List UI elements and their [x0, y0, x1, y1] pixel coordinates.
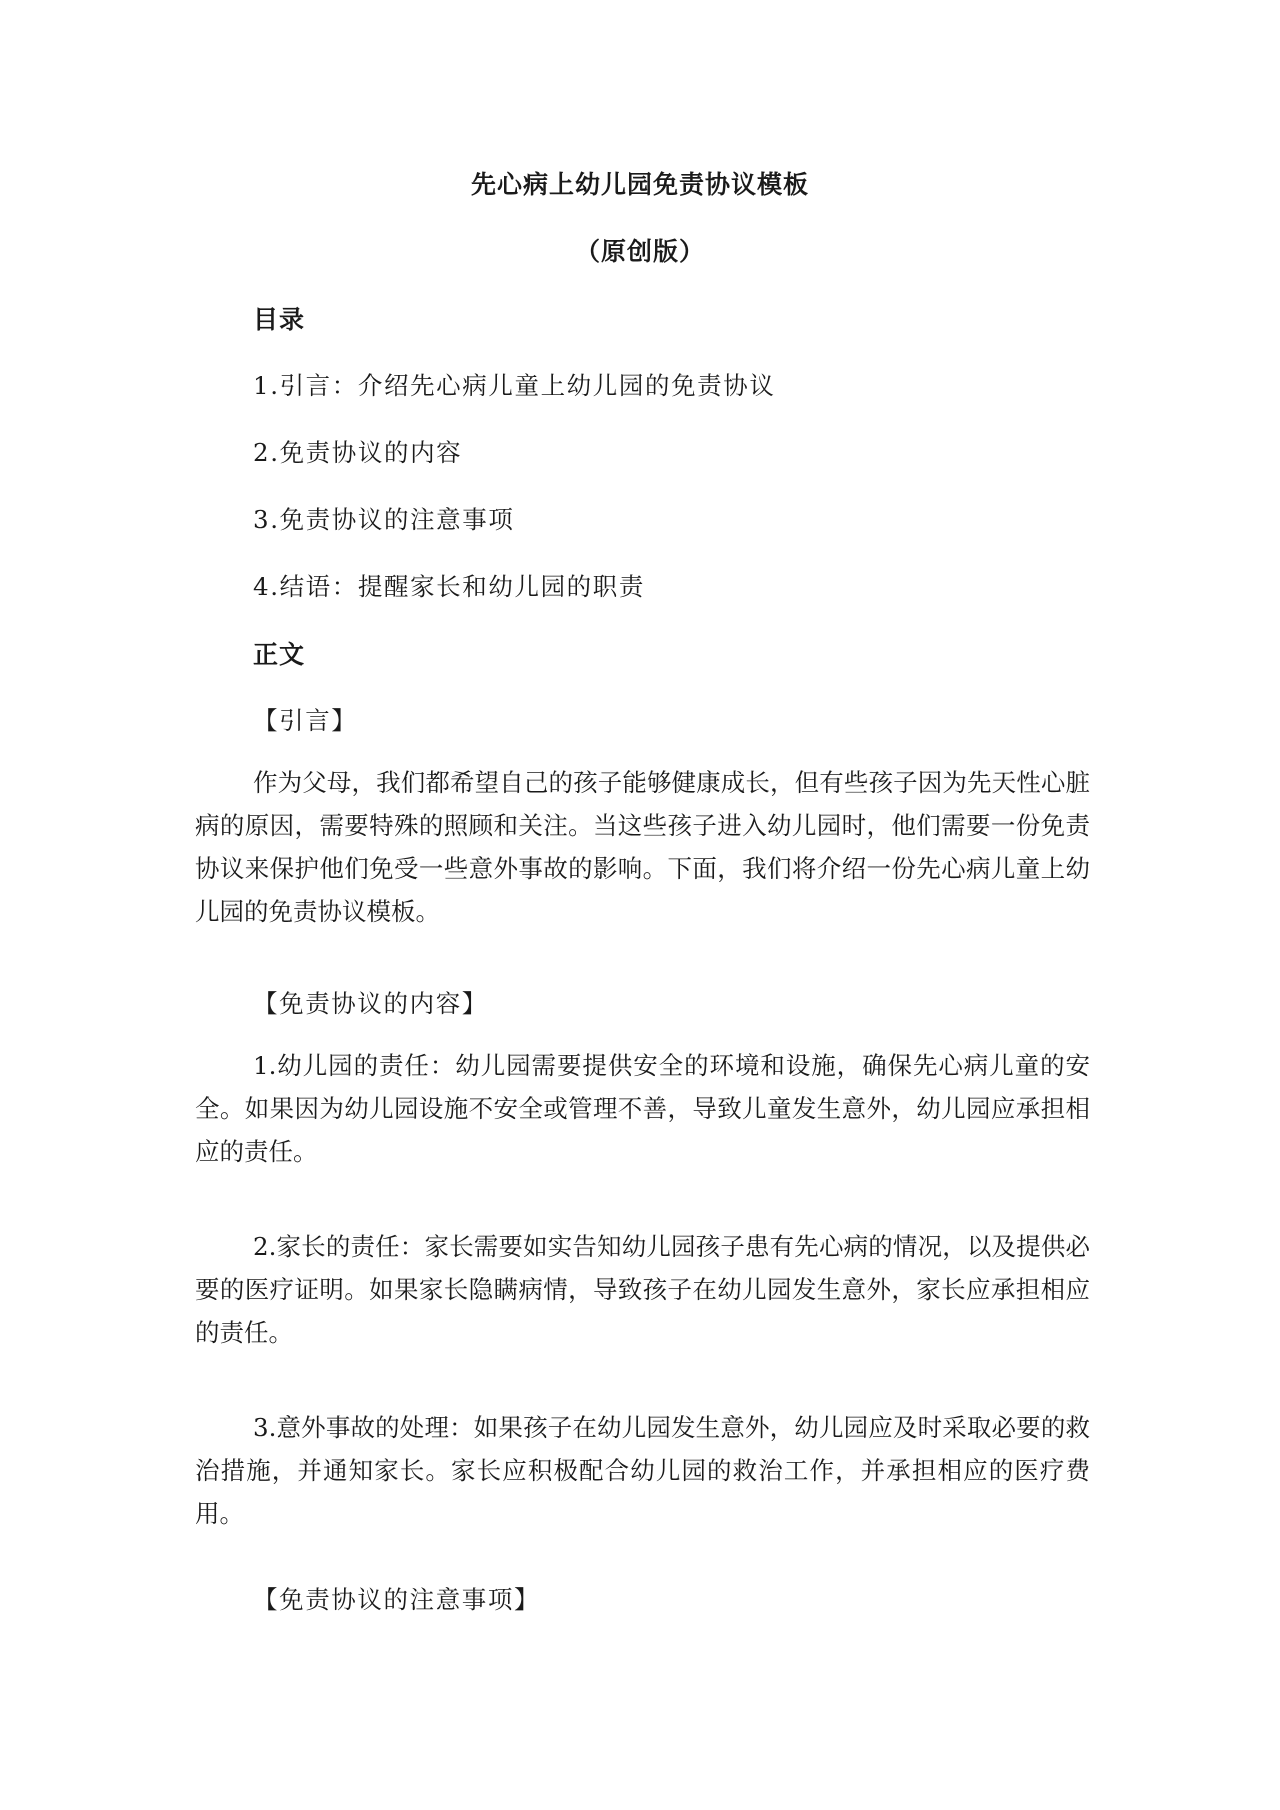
content-item-3: 3.意外事故的处理：如果孩子在幼儿园发生意外，幼儿园应及时采取必要的救治措施，并通知家长。家长应积极配合幼儿园的救治工作，并承担相应的医疗费用。 [195, 1413, 1090, 1528]
body-heading: 正文 [253, 640, 306, 669]
toc-heading: 目录 [253, 305, 306, 334]
document-subtitle: （原创版） [574, 237, 705, 266]
content-item-2: 2.家长的责任：家长需要如实告知幼儿园孩子患有先心病的情况，以及提供必要的医疗证明。如果家长隐瞒病情，导致孩子在幼儿园发生意外，家长应承担相应的责任。 [195, 1232, 1090, 1347]
toc-item-4: 4.结语：提醒家长和幼儿园的职责 [253, 572, 645, 601]
document-title: 先心病上幼儿园免责协议模板 [470, 170, 809, 199]
toc-item-2: 2.免责协议的内容 [253, 438, 463, 467]
content-item-1: 1.幼儿园的责任：幼儿园需要提供安全的环境和设施，确保先心病儿童的安全。如果因为幼儿园设施不安全或管理不善，导致儿童发生意外，幼儿园应承担相应的责任。 [195, 1051, 1090, 1166]
intro-paragraph: 作为父母，我们都希望自己的孩子能够健康成长，但有些孩子因为先天性心脏病的原因，需要特殊的照顾和关注。当这些孩子进入幼儿园时，他们需要一份免责协议来保护他们免受一些意外事故的影响。下面，我们将介绍一份先心病儿童上幼儿园的免责协议模板。 [195, 768, 1090, 926]
toc-item-1: 1.引言：介绍先心病儿童上幼儿园的免责协议 [253, 371, 776, 400]
toc-item-3: 3.免责协议的注意事项 [253, 505, 515, 534]
content-heading: 【免责协议的内容】 [253, 989, 488, 1018]
intro-heading: 【引言】 [253, 706, 358, 735]
notes-heading: 【免责协议的注意事项】 [253, 1585, 541, 1614]
